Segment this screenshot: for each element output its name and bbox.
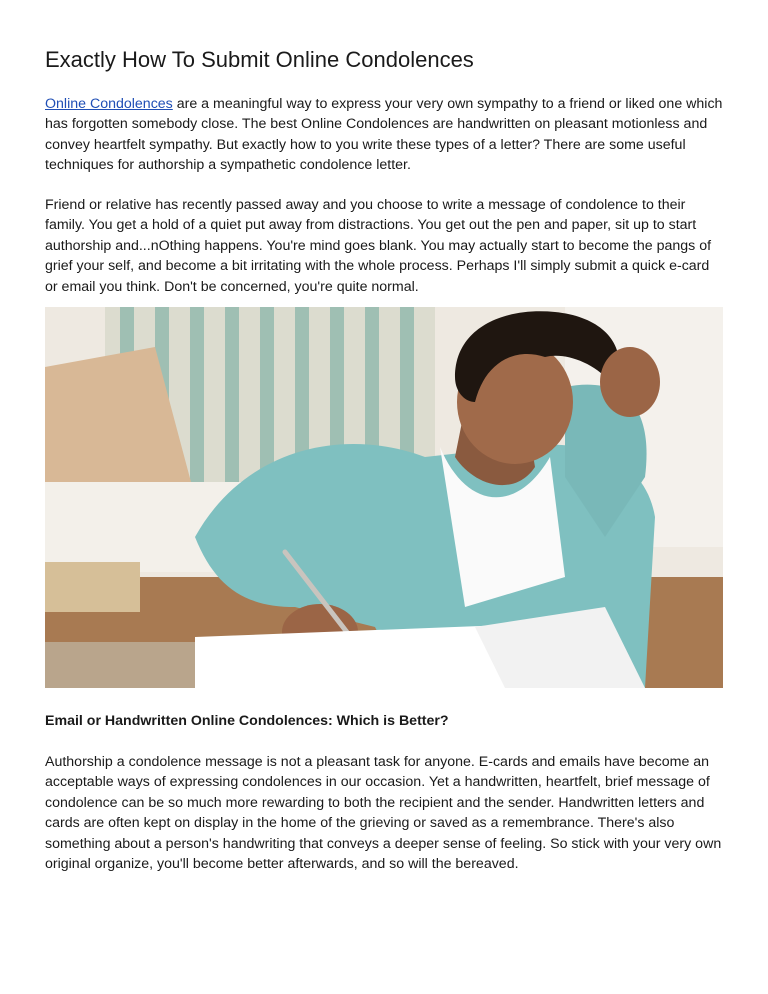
section-heading: Email or Handwritten Online Condolences: Which is Better? <box>45 713 449 729</box>
photo-illustration <box>45 307 723 688</box>
page-title: Exactly How To Submit Online Condolences <box>45 47 474 72</box>
intro-paragraph <box>45 94 725 176</box>
hand-on-head <box>600 347 660 417</box>
intro-text: are a meaningful way to express your very own sympathy to a friend or liked one which has forgotten somebody close. The best Online Condolences are handwritten on pleasant motionless and convey heartfelt sympathy. But exactly how to you write these types of a letter? There are some useful techniques for authorship a sympathetic condolence letter. <box>45 96 723 174</box>
woman-writing-photo <box>45 307 723 688</box>
paragraph-2: Friend or relative has recently passed away and you choose to write a message of condolence to their family. You get a hold of a quiet put away from distractions. You get out the pen and paper, sit up to start authorship and...nOthing happens. You're mind goes blank. You may actually start to become the pangs of grief your self, and become a bit irritating with the whole process. Perhaps I'll simply submit a quick e-card or email you think. Don't be concerned, you're quite normal. <box>45 197 712 295</box>
online-condolences-link[interactable]: Online Condolences <box>45 96 173 112</box>
gift-box <box>45 562 140 612</box>
paragraph-3: Authorship a condolence message is not a pleasant task for anyone. E-cards and emails have become an acceptable ways of expressing condolences in our occasion. Yet a handwritten, heartfelt, brief message of condolence can be so much more rewarding to both the recipient and the sender. Handwritten letters and cards are often kept on display in the home of the grieving or saved as a remembrance. There's also something about a person's handwriting that conveys a deeper sense of feeling. So stick with your very own original organize, you'll become better afterwards, and so will the bereaved. <box>45 754 722 873</box>
